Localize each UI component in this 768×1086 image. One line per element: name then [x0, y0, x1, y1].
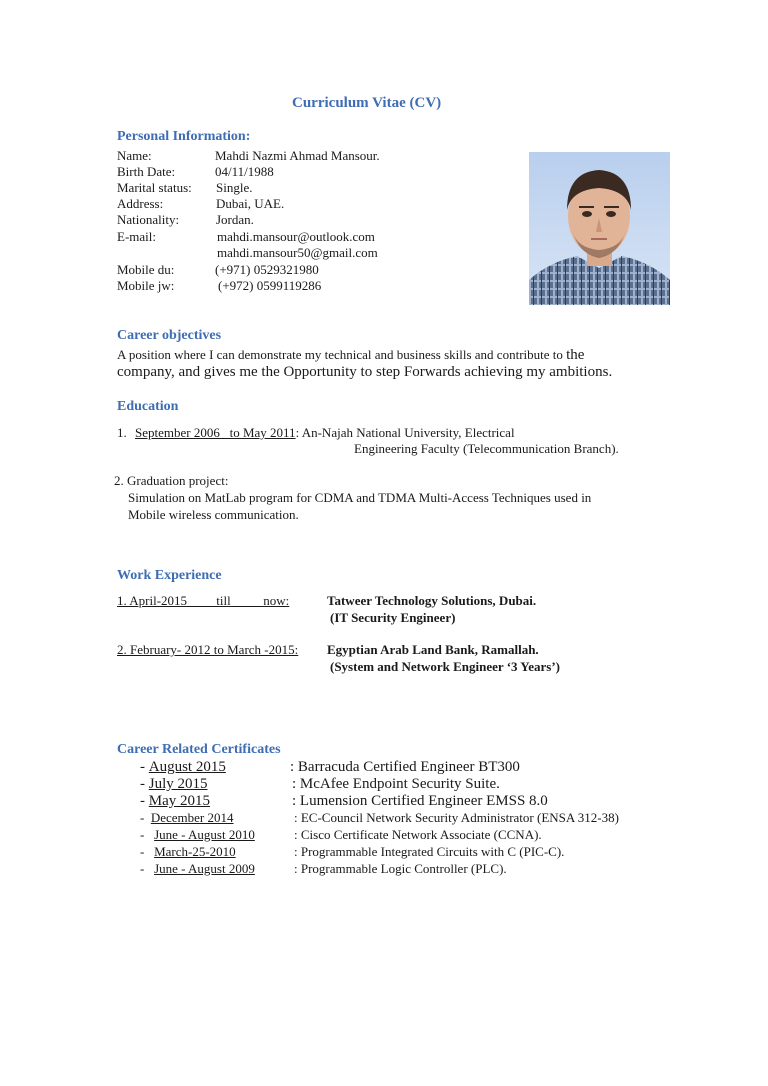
certificate-date: June - August 2010: [154, 827, 255, 842]
label-birth-date: Birth Date:: [117, 164, 176, 179]
value-email-gmail[interactable]: mahdi.mansour50@gmail.com: [217, 245, 378, 260]
certificate-name: : Cisco Certificate Network Associate (CCNA).: [294, 827, 542, 842]
certificate-date: June - August 2009: [154, 861, 255, 876]
career-objectives-line1: [117, 346, 584, 364]
job-1-company: Tatweer Technology Solutions, Dubai.: [327, 593, 537, 608]
work-experience-heading: Work Experience: [117, 568, 222, 583]
career-objectives-line1-end: the: [566, 347, 585, 363]
career-objectives-line1-text: A position where I can demonstrate my technical and business skills and contribute to: [117, 347, 563, 362]
label-mobile-du: Mobile du:: [117, 262, 175, 277]
education-item-1-number: 1.: [117, 425, 127, 440]
certificate-date: August 2015: [148, 759, 226, 775]
label-marital-status: Marital status:: [117, 180, 192, 195]
value-address: Dubai, UAE.: [216, 196, 285, 211]
list-bullet: -: [140, 810, 151, 825]
certificate-date: May 2015: [148, 793, 210, 809]
job-1-dates: 1. April-2015 till now:: [117, 593, 290, 608]
label-email: E-mail:: [117, 229, 156, 244]
value-nationality: Jordan.: [216, 212, 254, 227]
certificates-heading: Career Related Certificates: [117, 742, 281, 757]
education-item-1-university: : An-Najah National University, Electrical: [295, 425, 515, 440]
profile-photo: [529, 152, 670, 305]
value-email-outlook[interactable]: mahdi.mansour@outlook.com: [217, 229, 375, 244]
page-title: Curriculum Vitae (CV): [292, 95, 442, 111]
label-address: Address:: [117, 196, 164, 211]
list-bullet: -: [140, 861, 155, 876]
certificate-item: [140, 861, 255, 877]
value-mobile-du: (+971) 0529321980: [215, 262, 319, 277]
value-name: Mahdi Nazmi Ahmad Mansour.: [215, 148, 380, 163]
education-heading: Education: [117, 399, 179, 414]
education-item-2-title: 2. Graduation project:: [114, 473, 229, 488]
certificate-name: : EC-Council Network Security Administrator (ENSA 312-38): [294, 810, 619, 825]
value-birth-date: 04/11/1988: [215, 164, 274, 179]
certificate-item: [140, 844, 236, 860]
certificate-item: [140, 810, 234, 826]
job-2-company: Egyptian Arab Land Bank, Ramallah.: [327, 642, 539, 657]
personal-info-heading: Personal Information:: [117, 129, 251, 144]
certificate-date: July 2015: [148, 776, 208, 792]
certificate-date: December 2014: [150, 810, 234, 825]
education-item-2-line1: Simulation on MatLab program for CDMA and TDMA Multi-Access Techniques used in: [128, 490, 592, 505]
education-item-2-line2: Mobile wireless communication.: [128, 507, 299, 522]
job-2-dates: 2. February- 2012 to March -2015:: [117, 642, 299, 657]
certificate-name: : Lumension Certified Engineer EMSS 8.0: [292, 793, 548, 809]
education-item-1: [117, 425, 515, 441]
certificate-name: : Barracuda Certified Engineer BT300: [290, 759, 520, 775]
label-name: Name:: [117, 148, 152, 163]
list-bullet: -: [140, 759, 149, 775]
job-2-role: (System and Network Engineer ‘3 Years’): [330, 659, 561, 674]
value-marital-status: Single.: [216, 180, 253, 195]
education-item-1-faculty: Engineering Faculty (Telecommunication Branch).: [354, 441, 619, 456]
list-bullet: -: [140, 793, 149, 809]
certificate-date: March-25-2010: [154, 844, 236, 859]
label-nationality: Nationality:: [117, 212, 180, 227]
certificate-item: [140, 775, 208, 793]
label-mobile-jw: Mobile jw:: [117, 278, 175, 293]
list-bullet: -: [140, 776, 149, 792]
education-item-1-dates: September 2006 to May 2011: [135, 425, 296, 440]
certificate-name: : Programmable Integrated Circuits with C (PIC-C).: [294, 844, 565, 859]
career-objectives-heading: Career objectives: [117, 328, 222, 343]
list-bullet: -: [140, 827, 155, 842]
certificate-name: : McAfee Endpoint Security Suite.: [292, 776, 500, 792]
certificate-item: [140, 792, 210, 810]
certificate-name: : Programmable Logic Controller (PLC).: [294, 861, 507, 876]
job-1-role: (IT Security Engineer): [330, 610, 456, 625]
career-objectives-line2: company, and gives me the Opportunity to step Forwards achieving my ambitions.: [117, 364, 613, 380]
list-bullet: -: [140, 844, 155, 859]
certificate-item: [140, 758, 226, 776]
value-mobile-jw: (+972) 0599119286: [218, 278, 322, 293]
certificate-item: [140, 827, 255, 843]
